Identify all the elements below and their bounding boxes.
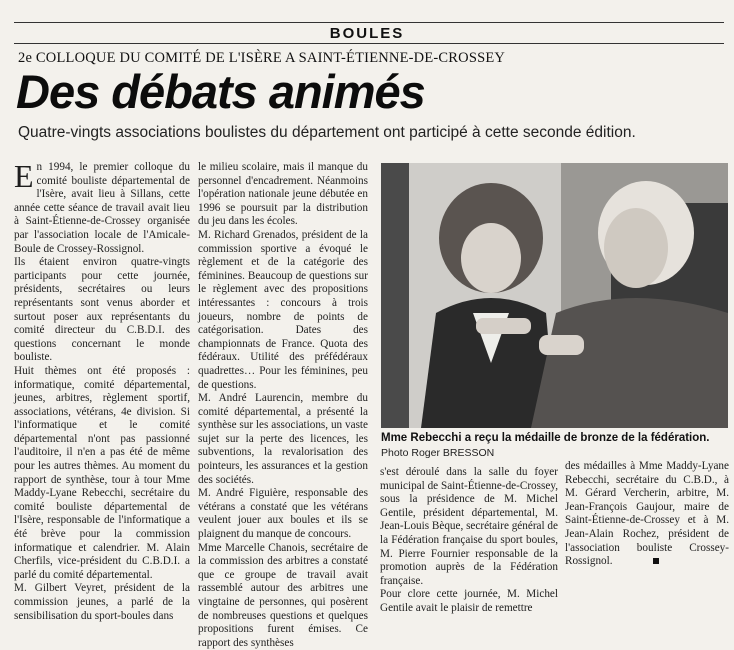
- paragraph: Mme Marcelle Chanois, secrétaire de la commission des arbitres a constaté que ce groupe de travail avait rassemblé autour des arbitres une vingtaine de personnes, qui posèrent de nombreuses questions et quelques propositions furent émises. Ce rapport des synthèses: [198, 541, 368, 649]
- photo-image: [381, 163, 728, 428]
- article-column-4: [565, 460, 729, 569]
- paragraph: [565, 460, 729, 569]
- paragraph: M. André Laurencin, membre du comité départemental, a présenté la synthèse sur les associations, un vaste sujet sur la perte des licences, les subventions, la revalorisation des pointeurs, les assurances et la gestion des sociétés.: [198, 392, 368, 486]
- paragraph: M. Gilbert Veyret, président de la commission jeunes, a parlé de la sensibilisation du sport-boules dans: [14, 582, 190, 622]
- lede: Quatre-vingts associations boulistes du département ont participé à cette seconde édition.: [18, 124, 636, 141]
- paragraph: s'est déroulé dans la salle du foyer municipal de Saint-Étienne-de-Crossey, sous la présidence de M. Michel Gentile, président départemental, M. Jean-Louis Bèque, secrétaire général de la Fédération française du sport boules, M. Pierre Fournier responsable de la promotion auprès de la Fédération française.: [380, 466, 558, 587]
- section-label: BOULES: [329, 25, 405, 42]
- paragraph-text: des médailles à Mme Maddy-Lyane Rebecchi, secrétaire du C.B.D., à M. Gérard Vercherin, arbitre, M. Jean-François Gaujour, maire de Saint-Étienne-de-Crossey et à M. Jean-Alain Rochez, président de l'association bouliste Crossey-Rossignol.: [565, 460, 729, 568]
- photo-credit: Photo Roger BRESSON: [381, 447, 495, 459]
- paragraph: [14, 158, 190, 256]
- article-column-1: [14, 158, 190, 623]
- headline: Des débats animés: [16, 65, 425, 118]
- paragraph: Pour clore cette journée, M. Michel Gentile avait le plaisir de remettre: [380, 588, 558, 614]
- paragraph: M. Richard Grenados, président de la commission sportive a évoqué le règlement et de la catégorie des féminines. Beaucoup de questions sur le règlement avec des propositions intéressantes : concours à trois joueurs, nombre de points de catégorisation. Dates des championnats de France. Quota des fédéraux. Utilité des préfédéraux quadrettes… Pour les féminines, peu de questions.: [198, 228, 368, 391]
- section-rule-top: [14, 22, 724, 23]
- news-photo: [381, 163, 728, 428]
- paragraph: Ils étaient environ quatre-vingts participants pour cette journée, présidents, secrétaires ou leurs représentants sont venus aborder et surtout poser aux représentants du comité directeur du C.B.D.I. des questions concernant le monde bouliste.: [14, 256, 190, 364]
- supertitle: 2e COLLOQUE DU COMITÉ DE L'ISÈRE A SAINT-ÉTIENNE-DE-CROSSEY: [18, 50, 506, 66]
- paragraph: M. André Figuière, responsable des vétérans a constaté que les vétérans veulent jouer aux boules et ils se plaignent du manque de concours.: [198, 487, 368, 541]
- paragraph: Huit thèmes ont été proposés : informatique, comité départemental, jeunes, arbitres, règlement sportif, associations, vétérans, 4e division. Si l'informatique et le comité départemental n'ont pas passionné l'auditoire, il n'en a pas été de même pour les autres thèmes. Au moment du rapport de synthèse, tour à tour Mme Maddy-Lyane Rebecchi, secrétaire du comité bouliste départemental de l'Isère, responsable de l'informatique a été brève pour la commission informatique et calendrier. M. Alain Cherfils, vice-président du C.B.D.I. a parlé du comité départemental.: [14, 364, 190, 581]
- article-column-2: [198, 161, 368, 650]
- article-column-3: [380, 466, 558, 616]
- section-rule-bottom: [14, 43, 724, 44]
- paragraph-text: n 1994, le premier colloque du comité bouliste départemental de l'Isère, avait lieu à Sillans, cette année cette séance de travail avait lieu à Saint-Étienne-de-Crossey organisée par l'association locale de l'Amicale-Boule de Crossey-Rossignol.: [14, 161, 190, 255]
- drop-cap: E: [14, 158, 34, 194]
- end-of-article-mark: [653, 558, 659, 564]
- paragraph: le milieu scolaire, mais il manque du personnel d'encadrement. Néanmoins l'opération nationale jeune débutée en 1996 se poursuit par la distribution du jeu dans les écoles.: [198, 161, 368, 228]
- photo-caption: Mme Rebecchi a reçu la médaille de bronze de la fédération.: [381, 432, 710, 444]
